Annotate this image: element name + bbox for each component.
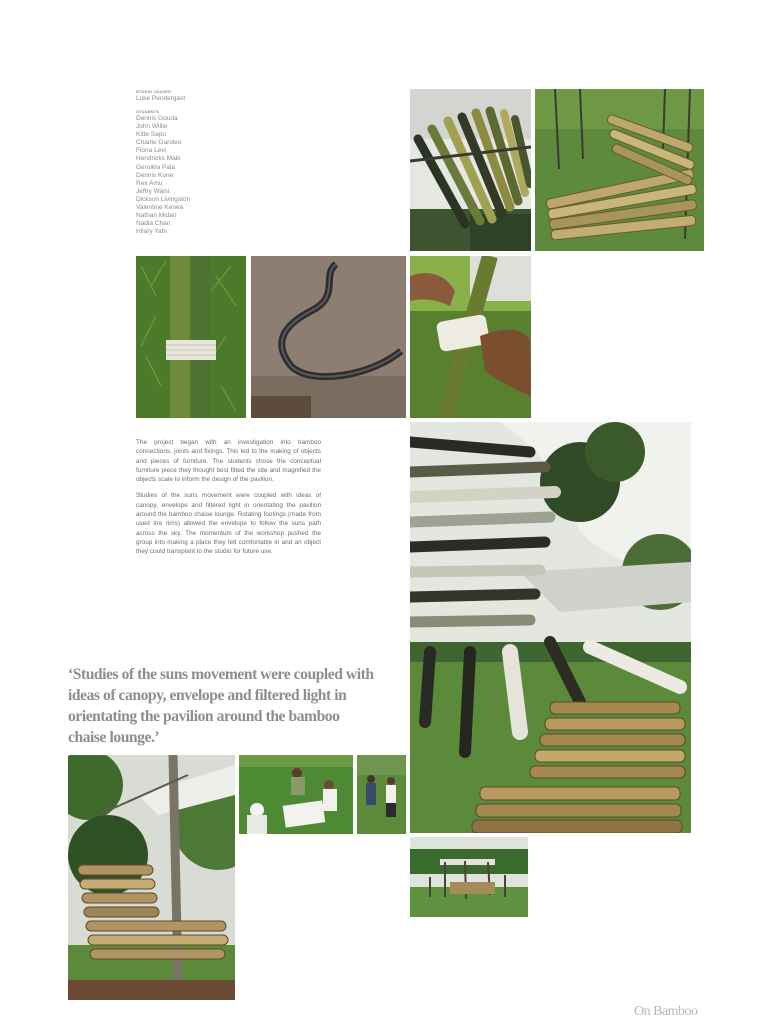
student-name: Dickson Livingston — [136, 195, 191, 203]
photo-pavilion-large — [410, 422, 691, 833]
student-name: Nathan Midan — [136, 212, 177, 220]
photo-people-standing — [357, 755, 406, 834]
body-paragraph-2: Studies of the suns movement were coupled with ideas of canopy, envelope and filtered light in orientating the pavilion around the bamboo chaise lounge. Rotating footings (made from used tire rims) allowed the envelope to follow the suns path across the sky. The momentum of the workshop pushed the group into making a place they felt comfortable in and an object they could transplant to the studio for future use. — [136, 492, 321, 556]
photo-rope-tying — [410, 256, 531, 418]
student-name: Valentine Kenea — [136, 204, 184, 212]
photo-pavilion-distant — [410, 837, 528, 917]
page-footer-title: On Bamboo — [634, 1004, 698, 1019]
student-name: Fiona Levi — [136, 147, 166, 155]
students-label: STUDENTS — [136, 109, 160, 114]
student-name: John Willie — [136, 123, 168, 131]
student-name: Rex Amu — [136, 179, 163, 187]
studio-leader-name: Luke Pendergast — [136, 95, 186, 102]
student-name: Nadia Chan — [136, 220, 171, 228]
photo-chaise-lounge — [535, 89, 704, 251]
body-paragraph-1: The project began with an investigation into bamboo connections, joints and fixings. This led to the making of objects and pieces of furniture. The students chose the conceptual furniture piece they thought best fitted the site and magnified the objects scale to inform the design of the pavilion. — [136, 439, 321, 484]
photo-lashed-bamboo — [136, 256, 246, 418]
student-name: Geroikla Pala — [136, 163, 176, 171]
studio-leader-label: STUDIO LEADER — [136, 89, 172, 94]
pull-quote: ‘Studies of the suns movement were coupled with ideas of canopy, envelope and filtered light in orientating the pavilion around the bamboo chaise lounge.’ — [68, 666, 374, 746]
students-list — [136, 115, 256, 236]
photo-workshop-group — [239, 755, 353, 834]
credits-block — [136, 89, 256, 236]
student-name: Jeffry Waisi — [136, 187, 170, 195]
student-name: Charlie Garoleo — [136, 139, 182, 147]
student-name: Dennis Gouda — [136, 115, 178, 122]
student-name: Dennis Kone — [136, 171, 174, 179]
body-text — [136, 438, 321, 564]
photo-pavilion-full — [68, 755, 235, 1000]
student-name: Hendricks Maki — [136, 155, 181, 163]
student-name: Hilary Yahi — [136, 228, 167, 236]
photo-steel-joint — [251, 256, 406, 418]
student-name: Kitte Sapu — [136, 131, 166, 139]
photo-canopy-poles — [410, 89, 531, 251]
